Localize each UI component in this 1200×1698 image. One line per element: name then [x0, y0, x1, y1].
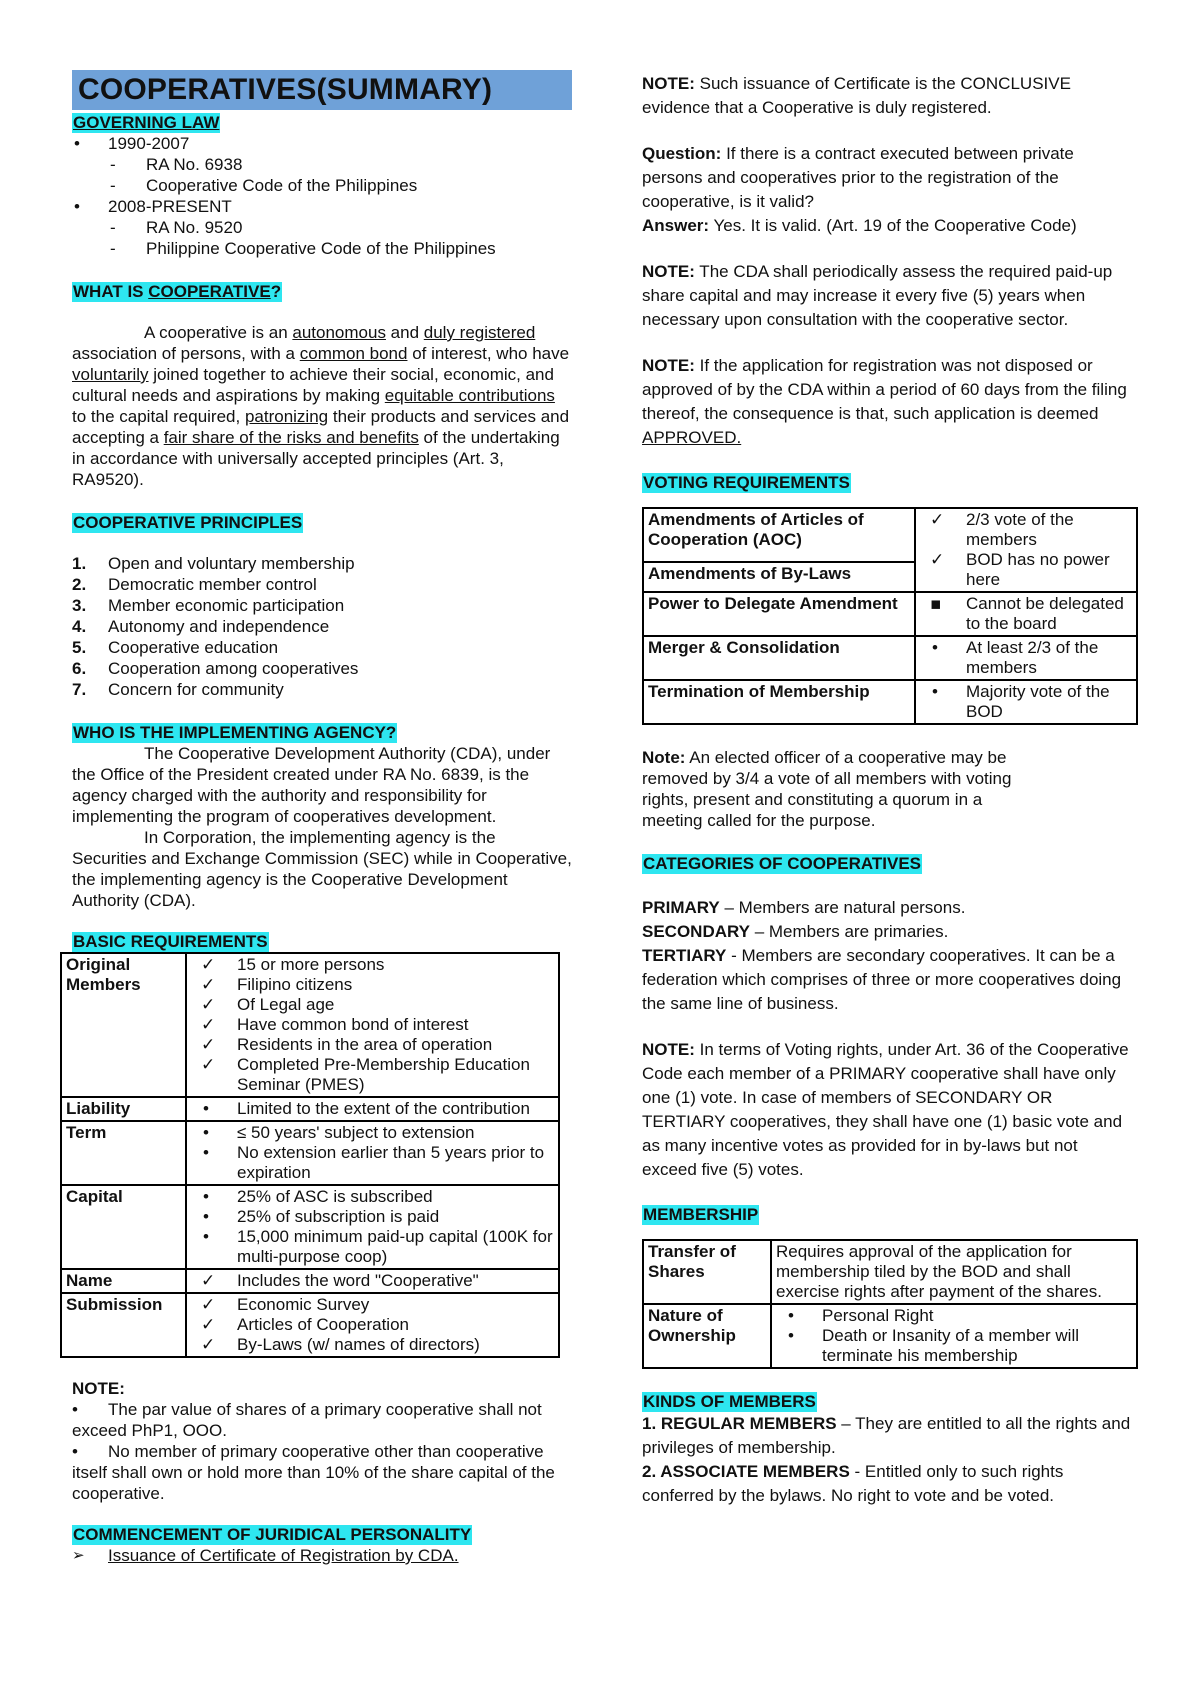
table-row: Nature of Ownership • Personal Right • Death or Insanity of a member will terminate his membership: [643, 1304, 1137, 1368]
principle-item: 3. Member economic participation: [72, 596, 345, 615]
category-item: SECONDARY – Members are primaries.: [642, 922, 949, 941]
category-item: TERTIARY - Members are secondary cooperatives. It can be a federation which comprises of three or more cooperatives doing the same line of business.: [642, 946, 1122, 1013]
table-row: Power to Delegate Amendment ▪ Cannot be delegated to the board: [643, 592, 1137, 636]
table-row: Name ✓ Includes the word "Cooperative": [61, 1269, 559, 1293]
governing-law-list: [72, 133, 572, 154]
table-row: Liability • Limited to the extent of the contribution: [61, 1097, 559, 1121]
kind-item: 2. ASSOCIATE MEMBERS - Entitled only to such rights conferred by the bylaws. No right to vote and be voted.: [642, 1462, 1064, 1505]
kind-item: 1. REGULAR MEMBERS – They are entitled to all the rights and privileges of membership.: [642, 1414, 1131, 1457]
commencement-item: ➢ Issuance of Certificate of Registration by CDA.: [72, 1545, 572, 1566]
principle-item: 6. Cooperation among cooperatives: [72, 659, 359, 678]
membership-heading: MEMBERSHIP: [643, 1205, 759, 1224]
note-heading: NOTE:: [72, 1379, 125, 1398]
principle-item: 2. Democratic member control: [72, 575, 317, 594]
principles-list: [72, 553, 572, 700]
agency-heading: WHO IS THE IMPLEMENTING AGENCY?: [73, 723, 397, 742]
table-row: Merger & Consolidation • At least 2/3 of the members: [643, 636, 1137, 680]
note-paidup: NOTE: The CDA shall periodically assess the required paid-up share capital and may increase it every five (5) years when necessary upon consultation with the cooperative sector.: [642, 262, 1113, 329]
note-conclusive: NOTE: Such issuance of Certificate is the CONCLUSIVE evidence that a Cooperative is duly registered.: [642, 74, 1071, 117]
principles-heading: COOPERATIVE PRINCIPLES: [73, 513, 303, 532]
what-is-heading: WHAT IS COOPERATIVE?: [73, 282, 282, 301]
principle-item: 4. Autonomy and independence: [72, 617, 330, 636]
law-period: • 2008-PRESENT: [72, 196, 572, 217]
table-row: Amendments of By-Laws: [643, 562, 1137, 592]
basic-requirements-heading: BASIC REQUIREMENTS: [73, 932, 268, 951]
agency-paragraph-1: The Cooperative Development Authority (CDA), under the Office of the President created under RA No. 6839, is the agency charged with the authority and responsibility for implementing the program of cooperatives development.: [72, 744, 551, 826]
table-row: Termination of Membership • Majority vote of the BOD: [643, 680, 1137, 724]
voting-table: [642, 507, 1138, 725]
cooperative-definition: A cooperative is an autonomous and duly registered association of persons, with a common bond of interest, who have voluntarily joined together to achieve their social, economic, and cultural needs and aspirations by making equitable contributions to the capital required, patronizing their products and services and accepting a fair share of the risks and benefits of the undertaking in accordance with universally accepted principles (Art. 3, RA9520).: [72, 323, 570, 489]
table-row: Transfer of Shares Requires approval of the application for membership tiled by the BOD and shall exercise rights after payment of the shares.: [643, 1240, 1137, 1304]
note-voting-rights: NOTE: In terms of Voting rights, under Art. 36 of the Cooperative Code each member of a PRIMARY cooperative shall have only one (1) vote. In case of members of SECONDARY OR TERTIARY cooperatives, they shall have one (1) basic vote and as many incentive votes as provided for in by-laws but not exceed five (5) votes.: [642, 1040, 1129, 1179]
table-row: Term • ≤ 50 years' subject to extension • No extension earlier than 5 years prior to expiration: [61, 1121, 559, 1185]
voting-heading: VOTING REQUIREMENTS: [643, 473, 850, 492]
answer: Answer: Yes. It is valid. (Art. 19 of the Cooperative Code): [642, 216, 1077, 235]
note-item: • No member of primary cooperative other than cooperative itself shall own or hold more than 10% of the share capital of the cooperative.: [72, 1442, 555, 1503]
table-row: Capital • 25% of ASC is subscribed • 25% of subscription is paid • 15,000 minimum paid-up capital (100K for multi-purpose coop): [61, 1185, 559, 1269]
note-approval: NOTE: If the application for registration was not disposed or approved of by the CDA within a period of 60 days from the filing thereof, the consequence is that, such application is deemed APPROVED.: [642, 356, 1127, 447]
left-column: [66, 70, 572, 1566]
question: Question: If there is a contract executed between private persons and cooperatives prior to the registration of the cooperative, is it valid?: [642, 144, 1074, 211]
principle-item: 7. Concern for community: [72, 680, 284, 699]
principle-item: 1. Open and voluntary membership: [72, 554, 355, 573]
law-item: - Cooperative Code of the Philippines: [72, 175, 572, 196]
agency-paragraph-2: In Corporation, the implementing agency is the Securities and Exchange Commission (SEC) while in Cooperative, the implementing agency is the Cooperative Development Authority (CDA).: [72, 828, 572, 910]
law-item: - RA No. 6938: [72, 154, 572, 175]
document-title: COOPERATIVES(SUMMARY): [72, 70, 572, 110]
membership-table: [642, 1239, 1138, 1369]
note-officer: Note: An elected officer of a cooperative may be removed by 3/4 a vote of all members with voting rights, present and constituting a quorum in a meeting called for the purpose.: [642, 748, 1012, 830]
table-row: Submission ✓ Economic Survey ✓ Articles of Cooperation ✓ By-Laws (w/ names of directors): [61, 1293, 559, 1357]
category-item: PRIMARY – Members are natural persons.: [642, 898, 966, 917]
principle-item: 5. Cooperative education: [72, 638, 279, 657]
law-item: - RA No. 9520: [72, 217, 572, 238]
governing-law-heading: GOVERNING LAW: [73, 113, 220, 132]
categories-heading: CATEGORIES OF COOPERATIVES: [643, 854, 922, 873]
law-item: - Philippine Cooperative Code of the Philippines: [72, 238, 572, 259]
right-column: [642, 72, 1132, 1508]
note-item: • The par value of shares of a primary cooperative shall not exceed PhP1, OOO.: [72, 1400, 542, 1440]
basic-requirements-table: [60, 952, 560, 1358]
kinds-heading: KINDS OF MEMBERS: [643, 1392, 816, 1411]
commencement-heading: COMMENCEMENT OF JURIDICAL PERSONALITY: [73, 1525, 472, 1544]
law-period: • 1990-2007: [72, 133, 572, 154]
table-row: Amendments of Articles of Cooperation (AOC) ✓ 2/3 vote of the members ✓ BOD has no power here: [643, 508, 1137, 562]
table-row: Original Members ✓ 15 or more persons ✓ Filipino citizens ✓ Of Legal age ✓ Have common bond of interest ✓ Residents in the area of operation ✓ Completed Pre-Membership Education Seminar (PMES): [61, 953, 559, 1097]
